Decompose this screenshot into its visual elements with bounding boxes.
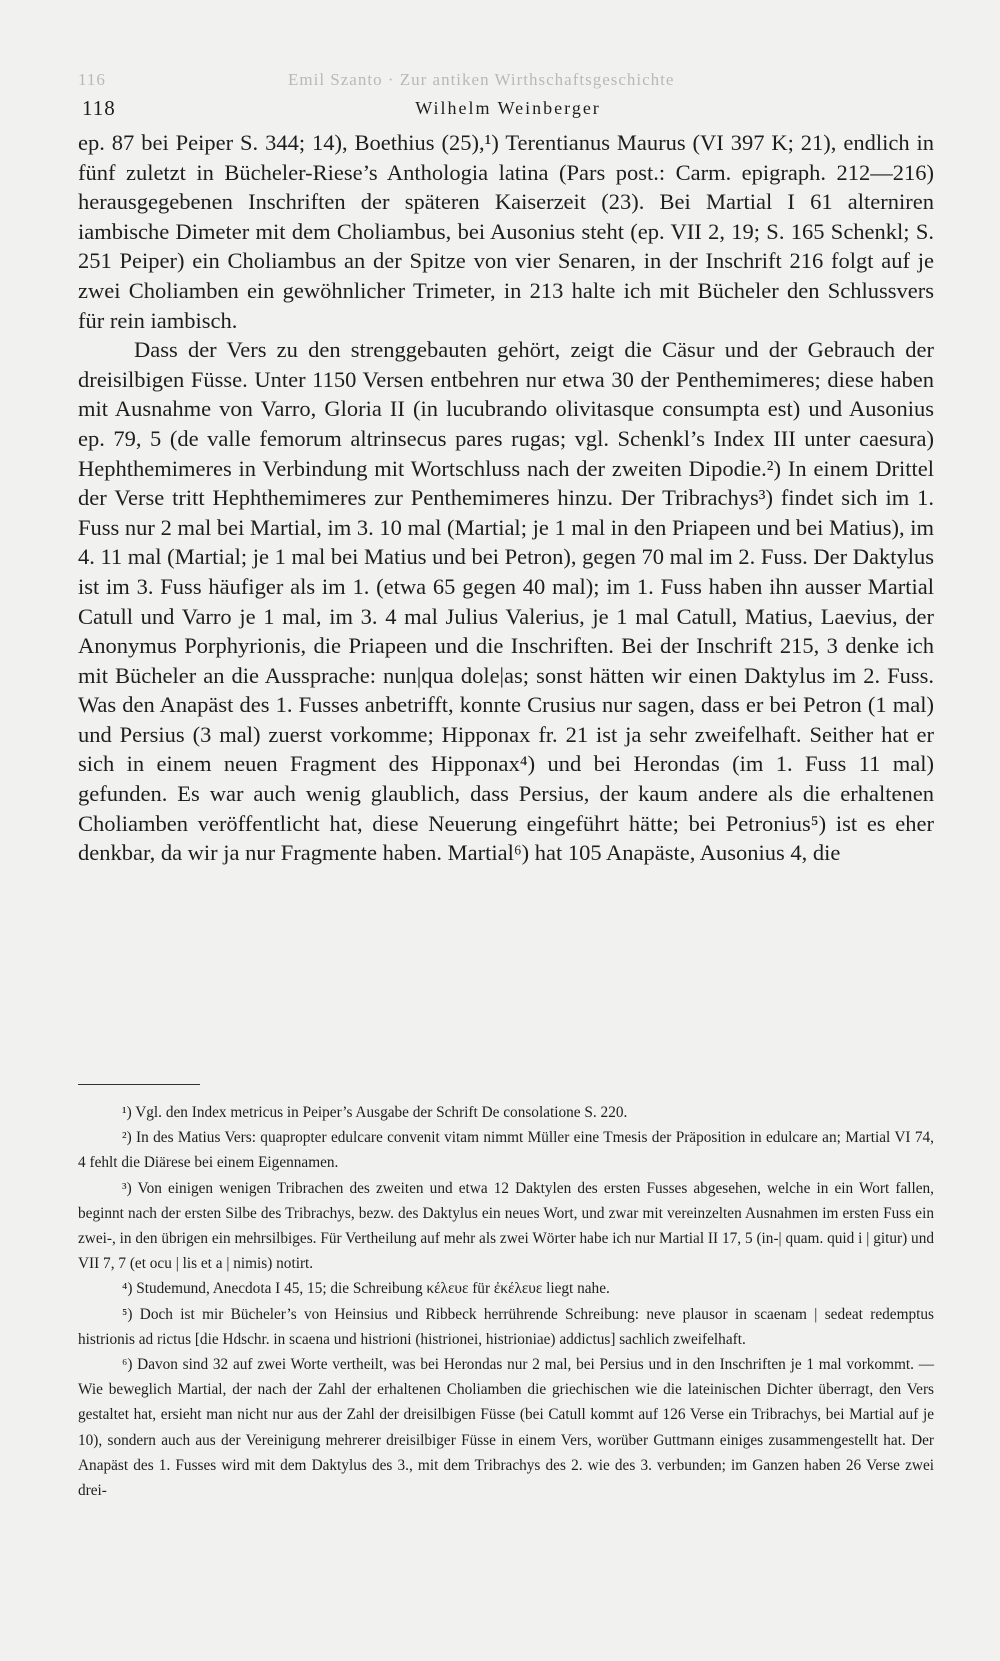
main-text — [78, 128, 934, 868]
footnote-3: ³) Von einigen wenigen Tribrachen des zweiten und etwa 12 Daktylen des ersten Fusses abgesehen, welche in ein Wort fallen, beginnt nach der ersten Silbe des Tribrachys, bezw. des Daktylus ein neues Wort, und zwar mit vereinzelten Ausnahmen im ersten Fuss ein zwei-, in den übrigen ein mehrsilbiges. Für Vertheilung auf mehr als zwei Wörter habe ich nur Martial II 17, 5 (in-| quam. quid i | gitur) und VII 7, 7 (et ocu | lis et a | nimis) notirt. — [78, 1179, 934, 1273]
footnote-1: ¹) Vgl. den Index metricus in Peiper’s Ausgabe der Schrift De consolatione S. 220. — [122, 1104, 628, 1121]
paragraph-1: ep. 87 bei Peiper S. 344; 14), Boethius (25),¹) Terentianus Maurus (VI 397 K; 21), endlich in fünf zuletzt in Bücheler-Riese’s Anthologia latina (Pars post.: Carm. epigraph. 212—216) herausgegebenen Inschriften der späteren Kaiserzeit (23). Bei Martial I 61 alterniren iambische Dimeter mit dem Choliambus, bei Ausonius steht (ep. VII 2, 19; S. 165 Schenkl; S. 251 Peiper) ein Choliambus an der Spitze von vier Senaren, in der Inschrift 216 folgt auf je zwei Choliamben ein gewöhnlicher Trimeter, in 213 halte ich mit Bücheler den Schlussvers für rein iambisch. — [78, 130, 934, 333]
bleed-through-page-number: 116 — [78, 70, 106, 89]
paragraph-2: Dass der Vers zu den strenggebauten gehört, zeigt die Cäsur und der Gebrauch der dreisilbigen Füsse. Unter 1150 Versen entbehren nur etwa 30 der Penthemimeres; diese haben mit Ausnahme von Varro, Gloria II (in lucubrando olivitasque consumpta est) und Ausonius ep. 79, 5 (de valle femorum altrinsecus pares rugas; vgl. Schenkl’s Index III unter caesura) Hephthemimeres in Verbindung mit Wortschluss nach der zweiten Dipodie.²) In einem Drittel der Verse tritt Hephthemimeres zur Penthemimeres hinzu. Der Tribrachys³) findet sich im 1. Fuss nur 2 mal bei Martial, im 3. 10 mal (Martial; je 1 mal in den Priapeen und bei Matius), im 4. 11 mal (Martial; je 1 mal bei Matius und bei Petron), gegen 70 mal im 2. Fuss. Der Daktylus ist im 3. Fuss häufiger als im 1. (etwa 65 gegen 40 mal); im 1. Fuss haben ihn ausser Martial Catull und Varro je 1 mal, im 3. 4 mal Julius Valerius, je 1 mal Catull, Matius, Laevius, der Anonymus Porphyrionis, die Priapeen und die Inschriften. Bei der Inschrift 215, 3 denke ich mit Bücheler an die Aussprache: nun|qua dole|as; sonst hätten wir einen Daktylus im 2. Fuss. Was den Anapäst des 1. Fusses anbetrifft, konnte Crusius nur sagen, dass er bei Petron (1 mal) und Persius (3 mal) zuerst vorkomme; Hipponax fr. 21 ist ja sehr zweifelhaft. Seither hat er sich in einem neuen Fragment des Hipponax⁴) und bei Herondas (im 1. Fuss 11 mal) gefunden. Es war auch wenig glaublich, dass Persius, der kaum andere als die erhaltenen Choliamben veröffentlicht hat, diese Neuerung eingeführt hätte; bei Petronius⁵) ist es eher denkbar, da wir ja nur Fragmente haben. Martial⁶) hat 105 Anapäste, Ausonius 4, die — [78, 337, 934, 866]
footnotes — [78, 1100, 934, 1503]
footnote-2: ²) In des Matius Vers: quapropter edulcare convenit vitam nimmt Müller eine Tmesis der Präposition in edulcare an; Martial VI 74, 4 fehlt die Diärese bei einem Eigennamen. — [78, 1129, 934, 1172]
footnote-6: ⁶) Davon sind 32 auf zwei Worte vertheilt, was bei Herondas nur 2 mal, bei Persius und in den Inschriften je 1 mal vorkommt. — Wie beweglich Martial, der nach der Zahl der erhaltenen Choliamben die griechischen wie die lateinischen Dichter überragt, den Vers gestaltet hat, ersieht man nicht nur aus der Zahl der dreisilbigen Füsse (bei Catull kommt auf 126 Verse ein Tribrachys, bei Martial auf je 10), sondern auch aus der Vereinigung mehrerer dreisilbiger Füsse in einem Vers, worüber Guttmann einiges zusammengestellt hat. Der Anapäst des 1. Fusses wird mit dem Daktylus des 3., mit dem Tribrachys des 2. wie des 3. verbunden; im Ganzen haben 26 Verse zwei drei- — [78, 1356, 934, 1500]
footnote-separator — [78, 1084, 200, 1085]
running-title: Wilhelm Weinberger — [415, 98, 601, 118]
footnote-5: ⁵) Doch ist mir Bücheler’s von Heinsius und Ribbeck herrührende Schreibung: neve plausor in scaenam | sedeat redemptus histrionis ad rictus [die Hdschr. in scaena und histrioni (histrionei, histrioniae) addictus] sachlich zweifelhaft. — [78, 1305, 934, 1348]
bleed-through-running-title: Emil Szanto · Zur antiken Wirthschaftsgeschichte — [288, 70, 675, 89]
page-header — [78, 96, 938, 122]
page-number: 118 — [82, 96, 116, 120]
footnote-4: ⁴) Studemund, Anecdota I 45, 15; die Schreibung κέλευε für ἐκέλευε liegt nahe. — [122, 1280, 610, 1298]
